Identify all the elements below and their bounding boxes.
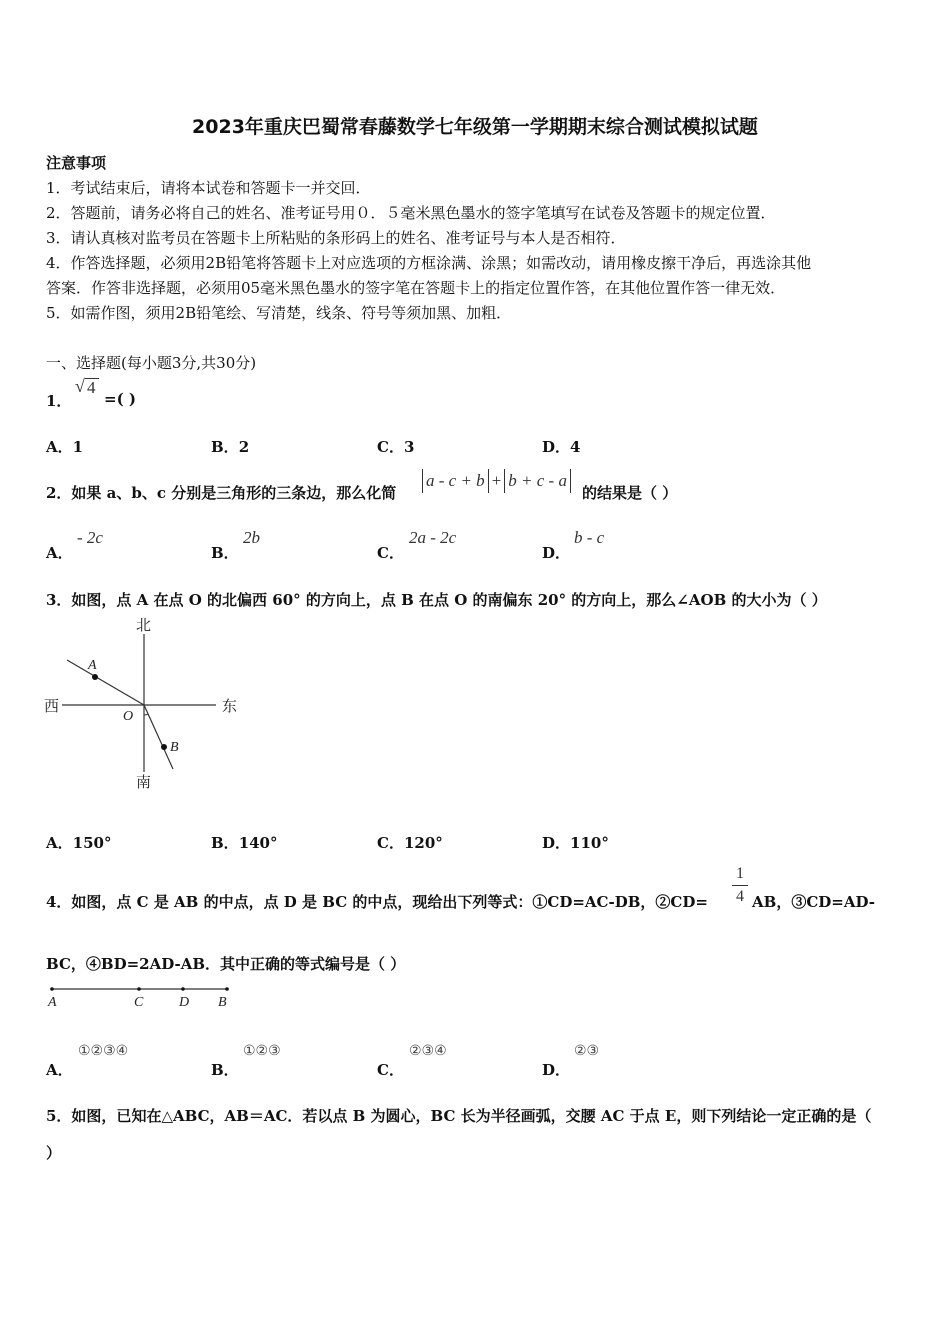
- option-text: 120°: [403, 834, 443, 852]
- q4-text-a: 4．如图，点 C 是 AB 的中点，点 D 是 BC 的中点，现给出下列等式：①CD=AC-DB，②CD=: [46, 893, 708, 911]
- q4-option-a-label: A．: [46, 1061, 73, 1079]
- option-label: A．: [46, 834, 73, 852]
- q3-option-c: [377, 832, 443, 853]
- option-label: B．: [211, 438, 239, 456]
- point-a: [92, 674, 98, 680]
- q4-option-c-label: C．: [377, 1061, 404, 1079]
- option-text: 3: [403, 438, 415, 456]
- point-b: [161, 744, 167, 750]
- point-c: [137, 987, 141, 991]
- option-label: A．: [46, 438, 73, 456]
- page-title: 2023年重庆巴蜀常春藤数学七年级第一学期期末综合测试模拟试题: [192, 116, 758, 138]
- option-text: 2: [238, 438, 250, 456]
- option-label: C．: [377, 438, 404, 456]
- point-a: [50, 987, 54, 991]
- q4-segment-figure: [44, 982, 244, 1016]
- abs-group-1: [422, 469, 489, 493]
- q3-compass-figure: [40, 612, 260, 797]
- option-text: 110°: [570, 834, 609, 852]
- label-west: 西: [44, 699, 60, 715]
- q4-option-b-text: ①②③: [243, 1043, 281, 1059]
- q1-number: 1．: [46, 392, 72, 410]
- q5-text-line2: ）: [46, 1144, 62, 1162]
- q1-option-b: [211, 436, 249, 457]
- q4-option-c-text: ②③④: [409, 1043, 447, 1059]
- option-label: D．: [542, 834, 571, 852]
- label-north: 北: [136, 618, 152, 634]
- abs-expr-2: b + c - a: [508, 471, 567, 490]
- q2-option-a-label: A．: [46, 544, 73, 562]
- ray-ob: [144, 705, 173, 769]
- label-east: 东: [222, 699, 238, 715]
- fraction-bar: [732, 885, 748, 886]
- option-label: B．: [211, 834, 239, 852]
- q1-tail: =( ): [104, 390, 136, 408]
- notice-item: 2．答题前，请务必将自己的姓名、准考证号用０．５毫米黑色墨水的签字笔填写在试卷及答题卡的规定位置．: [46, 204, 776, 222]
- q2-expression: [422, 469, 571, 495]
- q5-text-line1: 5．如图，已知在△ABC，AB＝AC．若以点 B 为圆心，BC 长为半径画弧，交腰 AC 于点 E，则下列结论一定正确的是（: [46, 1107, 872, 1125]
- q4-fraction: [732, 864, 748, 907]
- label-south: 南: [136, 775, 152, 791]
- abs-expr-1: a - c + b: [426, 471, 485, 490]
- q2-option-b-text: 2b: [243, 528, 260, 547]
- q3-text: 3．如图，点 A 在点 O 的北偏西 60° 的方向上，点 B 在点 O 的南偏东 20° 的方向上，那么∠AOB 的大小为（ ）: [46, 591, 827, 609]
- label-d: D: [179, 995, 190, 1010]
- notice-item: 4．作答选择题，必须用2B铅笔将答题卡上对应选项的方框涂满、涂黑；如需改动，请用橡皮擦干净后，再选涂其他: [46, 254, 812, 272]
- label-b: B: [218, 995, 227, 1010]
- q4-text-b: AB，③CD=AD-: [752, 893, 875, 911]
- q4-option-a-text: ①②③④: [78, 1043, 129, 1059]
- point-b: [225, 987, 229, 991]
- plus-sign: +: [491, 471, 502, 490]
- q2-option-c-label: C．: [377, 544, 404, 562]
- option-text: 1: [72, 438, 84, 456]
- sqrt-radicand: 4: [87, 378, 96, 397]
- q2-option-d-label: D．: [542, 544, 571, 562]
- q3-option-b: [211, 832, 278, 853]
- option-text: 4: [570, 438, 581, 456]
- label-o: O: [123, 709, 134, 724]
- option-text: 140°: [238, 834, 278, 852]
- notice-item: 答案．作答非选择题，必须用05毫米黑色墨水的签字笔在答题卡上的指定位置作答，在其他位置作答一律无效．: [46, 279, 786, 297]
- q4-option-d-text: ②③: [574, 1043, 600, 1059]
- notice-item: 3．请认真核对监考员在答题卡上所粘贴的条形码上的姓名、准考证号与本人是否相符．: [46, 229, 626, 247]
- fraction-numerator: 1: [736, 865, 744, 882]
- notice-item: 1．考试结束后，请将本试卷和答题卡一并交回．: [46, 179, 371, 197]
- q2-option-c-text: 2a - 2c: [409, 528, 457, 547]
- notice-heading: 注意事项: [46, 154, 107, 172]
- option-label: D．: [542, 438, 571, 456]
- q3-option-d: [542, 832, 609, 853]
- q2-option-d-text: b - c: [574, 528, 605, 547]
- label-a: A: [48, 995, 57, 1010]
- q2-option-b-label: B．: [211, 544, 239, 562]
- q2-tail: 的结果是（ ）: [582, 484, 678, 502]
- point-d: [181, 987, 185, 991]
- q4-option-d-label: D．: [542, 1061, 571, 1079]
- fraction-denominator: 4: [736, 888, 744, 905]
- label-a: A: [88, 658, 97, 673]
- notice-item: 5．如需作图，须用2B铅笔绘、写清楚，线条、符号等须加黑、加粗．: [46, 304, 512, 322]
- q2-option-a-text: - 2c: [77, 528, 103, 547]
- sqrt-sign: √: [75, 376, 85, 396]
- angle-arc: [144, 714, 148, 715]
- option-label: C．: [377, 834, 404, 852]
- ray-oa: [67, 660, 144, 705]
- section-heading: 一、选择题(每小题3分,共30分): [46, 354, 257, 372]
- q1-sqrt: [75, 376, 105, 400]
- q1-option-c: [377, 436, 414, 457]
- q4-option-b-label: B．: [211, 1061, 239, 1079]
- abs-group-2: [504, 469, 571, 493]
- q1-option-d: [542, 436, 580, 457]
- q1-option-a: [46, 436, 83, 457]
- q2-text: 2．如果 a、b、c 分别是三角形的三条边，那么化简: [46, 484, 397, 502]
- q3-option-a: [46, 832, 111, 853]
- label-c: C: [134, 995, 144, 1010]
- q4-text-c: BC，④BD=2AD-AB．其中正确的等式编号是（ ）: [46, 955, 406, 973]
- label-b: B: [170, 740, 179, 755]
- option-text: 150°: [72, 834, 112, 852]
